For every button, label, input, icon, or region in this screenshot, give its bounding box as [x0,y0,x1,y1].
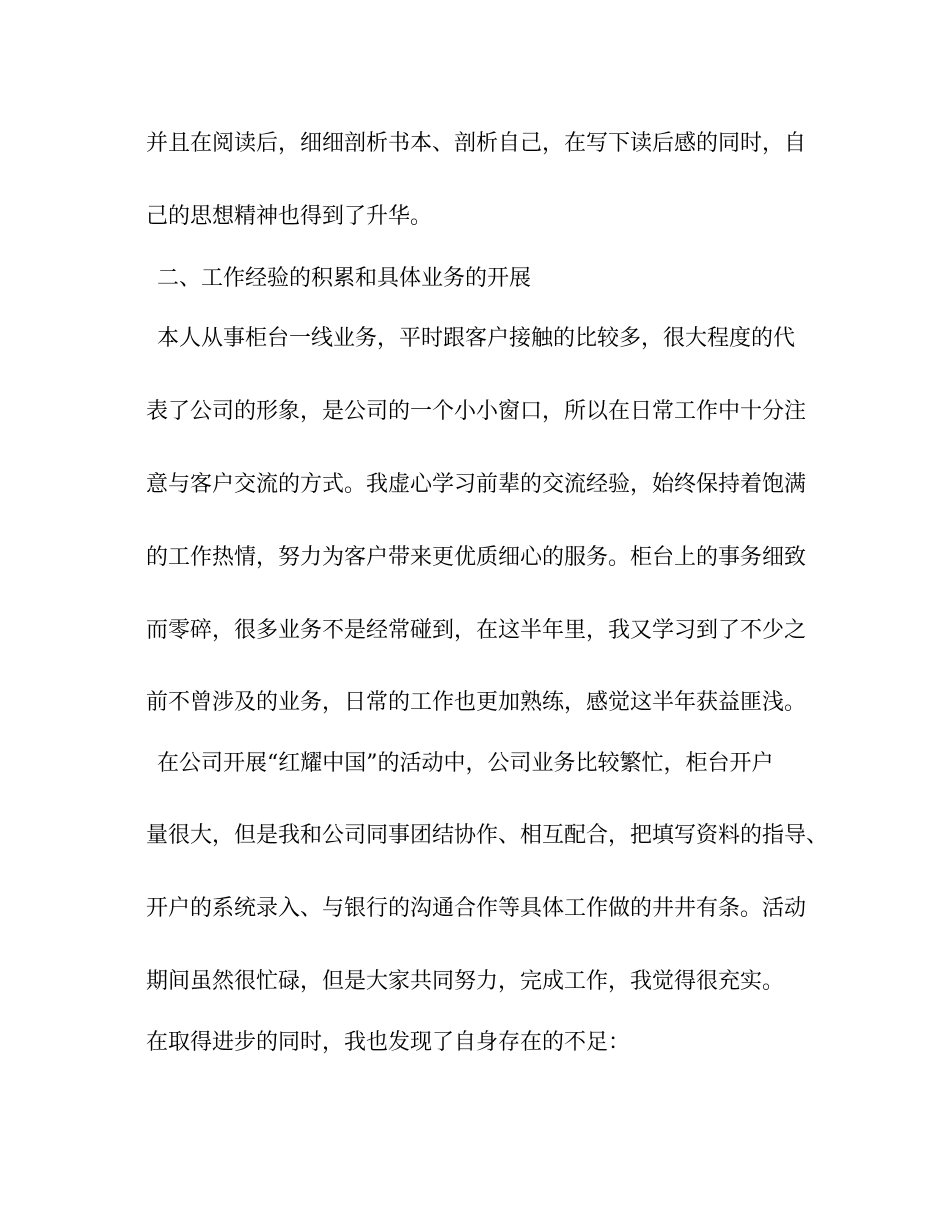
paragraph-line: 的工作热情，努力为客户带来更优质细心的服务。柜台上的事务细致 [146,545,807,570]
paragraph-line: 意与客户交流的方式。我虚心学习前辈的交流经验，始终保持着饱满 [146,472,807,497]
paragraph-line: 量很大，但是我和公司同事团结协作、相互配合，把填写资料的指导、 [146,823,829,848]
paragraph-line: 开户的系统录入、与银行的沟通合作等具体工作做的井井有条。活动 [146,896,807,921]
paragraph-line: 期间虽然很忙碌，但是大家共同努力，完成工作，我觉得很充实。 [146,969,785,994]
paragraph-line: 己的思想精神也得到了升华。 [146,204,433,229]
paragraph-line: 在公司开展“红耀中国”的活动中，公司业务比较繁忙，柜台开户 [157,751,774,776]
paragraph-line: 而零碎，很多业务不是经常碰到，在这半年里，我又学习到了不少之 [146,618,807,643]
paragraph-line: 在取得进步的同时，我也发现了自身存在的不足： [146,1030,631,1055]
paragraph-line: 并且在阅读后，细细剖析书本、剖析自己，在写下读后感的同时，自 [146,131,807,156]
paragraph-line: 本人从事柜台一线业务，平时跟客户接触的比较多，很大程度的代 [157,326,796,351]
section-heading: 二、工作经验的积累和具体业务的开展 [157,266,532,291]
paragraph-line: 前不曾涉及的业务，日常的工作也更加熟练，感觉这半年获益匪浅。 [146,690,807,715]
paragraph-line: 表了公司的形象，是公司的一个小小窗口，所以在日常工作中十分注 [146,399,807,424]
